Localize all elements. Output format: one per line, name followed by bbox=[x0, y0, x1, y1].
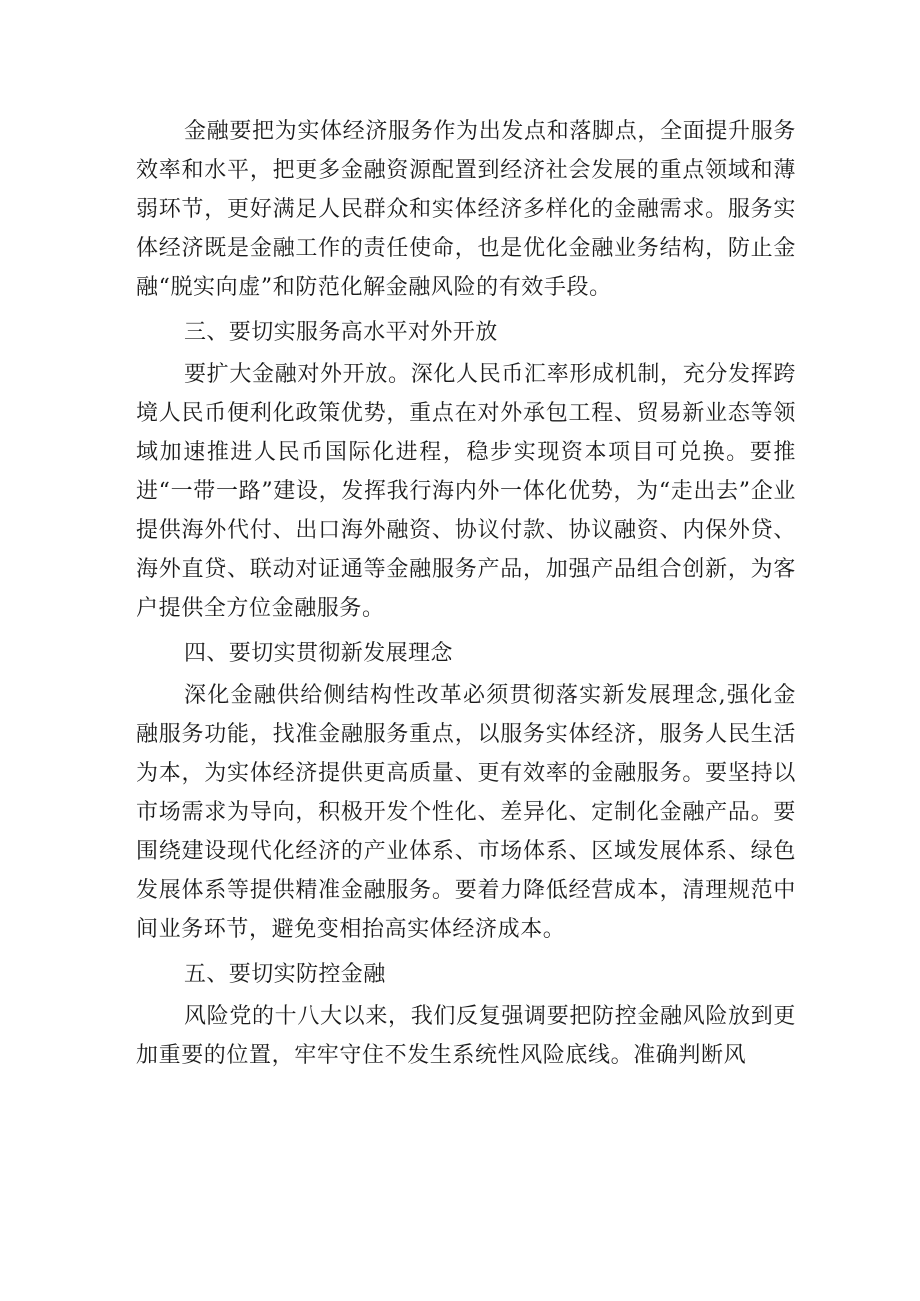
heading-risk-control: 五、要切实防控金融 bbox=[184, 962, 386, 987]
document-body bbox=[136, 112, 796, 1075]
paragraph-serve-real-economy: 金融要把为实体经济服务作为出发点和落脚点，全面提升服务效率和水平，把更多金融资源配置到经济社会发展的重点领域和薄弱环节，更好满足人民群众和实体经济多样化的金融需求。服务实体经济既是金融工作的责任使命，也是优化金融业务结构，防止金融“脱实向虚”和防范化解金融风险的有效手段。 bbox=[136, 119, 796, 300]
paragraph-risk-control: 风险党的十八大以来，我们反复强调要把防控金融风险放到更加重要的位置，牢牢守住不发生系统性风险底线。准确判断风 bbox=[136, 1004, 796, 1068]
heading-opening-up: 三、要切实服务高水平对外开放 bbox=[184, 320, 498, 345]
paragraph-opening-up: 要扩大金融对外开放。深化人民币汇率形成机制，充分发挥跨境人民币便利化政策优势，重点在对外承包工程、贸易新业态等领域加速推进人民币国际化进程，稳步实现资本项目可兑换。要推进“一带一路”建设，发挥我行海内外一体化优势，为“走出去”企业提供海外代付、出口海外融资、协议付款、协议融资、内保外贷、海外直贷、联动对证通等金融服务产品，加强产品组合创新，为客户提供全方位金融服务。 bbox=[136, 362, 796, 621]
paragraph-new-development-concept: 深化金融供给侧结构性改革必须贯彻落实新发展理念,强化金融服务功能，找准金融服务重点，以服务实体经济，服务人民生活为本，为实体经济提供更高质量、更有效率的金融服务。要坚持以市场需求为导向，积极开发个性化、差异化、定制化金融产品。要围绕建设现代化经济的产业体系、市场体系、区域发展体系、绿色发展体系等提供精准金融服务。要着力降低经营成本，清理规范中间业务环节，避免变相抬高实体经济成本。 bbox=[136, 683, 796, 942]
heading-new-development-concept: 四、要切实贯彻新发展理念 bbox=[184, 641, 453, 666]
